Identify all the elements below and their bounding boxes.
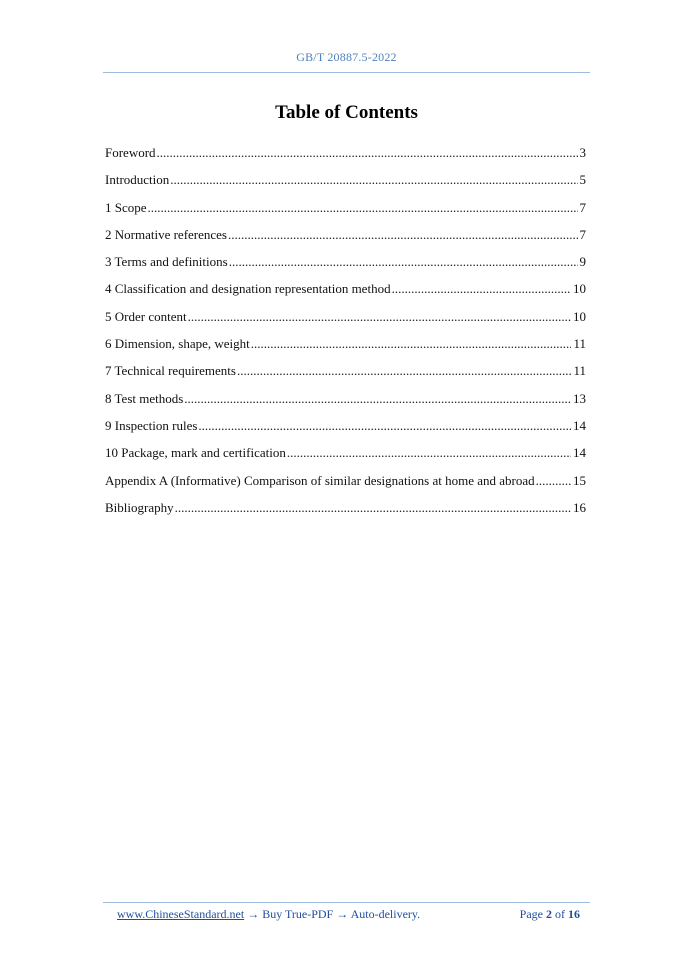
toc-list — [105, 145, 586, 527]
toc-entry-test-methods[interactable] — [105, 391, 586, 418]
toc-entry-label: Foreword — [105, 145, 156, 160]
toc-entry-page: 13 — [573, 390, 586, 406]
toc-entry-technical-requirements[interactable] — [105, 363, 586, 390]
toc-entry-label: 7 Technical requirements — [105, 363, 236, 379]
toc-entry-page: 11 — [573, 336, 586, 352]
toc-dot-leader — [287, 445, 571, 461]
toc-entry-page: 5 — [579, 172, 586, 188]
toc-dot-leader — [148, 200, 578, 216]
toc-entry-terms-definitions[interactable] — [105, 254, 586, 281]
toc-dot-leader — [536, 473, 571, 489]
total-pages-number: 16 — [568, 907, 580, 921]
header-divider — [103, 72, 590, 73]
toc-title: Table of Contents — [275, 102, 418, 123]
toc-entry-page: 10 — [573, 281, 586, 297]
toc-entry-bibliography[interactable] — [105, 500, 586, 527]
toc-entry-label: 6 Dimension, shape, weight — [105, 336, 250, 352]
page-label: Page — [519, 907, 543, 921]
toc-dot-leader — [157, 145, 578, 161]
toc-entry-page: 7 — [579, 199, 586, 215]
toc-dot-leader — [198, 418, 571, 434]
footer-promo — [117, 907, 420, 922]
toc-entry-label: Appendix A (Informative) Comparison of similar designations at home and abroad — [105, 472, 535, 488]
page-header-title: GB/T 20887.5-2022 — [296, 50, 397, 64]
auto-delivery-text: Auto-delivery. — [350, 907, 421, 921]
toc-entry-page: 11 — [573, 363, 586, 379]
toc-entry-label: 1 Scope — [105, 199, 147, 215]
toc-entry-classification[interactable] — [105, 281, 586, 308]
toc-entry-label: 9 Inspection rules — [105, 417, 198, 433]
arrow-right-icon: → — [247, 907, 260, 921]
toc-dot-leader — [175, 500, 571, 516]
toc-entry-appendix-a[interactable] — [105, 473, 586, 500]
footer-divider — [103, 902, 590, 903]
page-footer — [117, 907, 580, 925]
toc-entry-normative-references[interactable] — [105, 227, 586, 254]
of-label: of — [555, 907, 565, 921]
toc-entry-introduction[interactable] — [105, 172, 586, 199]
toc-entry-label: 3 Terms and definitions — [105, 254, 228, 270]
toc-entry-label: 2 Normative references — [105, 226, 227, 242]
toc-entry-page: 15 — [573, 472, 586, 488]
toc-dot-leader — [170, 172, 577, 188]
toc-entry-page: 10 — [573, 308, 586, 324]
website-link[interactable]: www.ChineseStandard.net — [117, 907, 245, 921]
buy-true-pdf-text: Buy True-PDF — [262, 907, 334, 921]
toc-entry-page: 14 — [573, 445, 586, 461]
toc-entry-label: Bibliography — [105, 499, 174, 515]
toc-entry-label: 8 Test methods — [105, 390, 184, 406]
toc-dot-leader — [229, 254, 578, 270]
toc-dot-leader — [184, 391, 571, 407]
toc-dot-leader — [251, 336, 572, 352]
toc-entry-label: Introduction — [105, 172, 170, 188]
toc-entry-order-content[interactable] — [105, 309, 586, 336]
toc-entry-dimension[interactable] — [105, 336, 586, 363]
toc-dot-leader — [392, 281, 571, 297]
toc-entry-page: 7 — [579, 226, 586, 242]
toc-entry-page: 16 — [573, 499, 586, 515]
page-number — [520, 907, 580, 922]
toc-entry-inspection-rules[interactable] — [105, 418, 586, 445]
current-page-number: 2 — [546, 907, 552, 921]
toc-entry-foreword[interactable] — [105, 145, 586, 172]
toc-entry-package[interactable] — [105, 445, 586, 472]
toc-entry-scope[interactable] — [105, 200, 586, 227]
toc-dot-leader — [228, 227, 578, 243]
toc-entry-label: 5 Order content — [105, 308, 187, 324]
arrow-right-icon: → — [336, 907, 349, 921]
toc-entry-page: 9 — [579, 254, 586, 270]
toc-entry-page: 14 — [573, 417, 586, 433]
toc-dot-leader — [188, 309, 571, 325]
toc-entry-label: 4 Classification and designation representation method — [105, 281, 391, 297]
toc-entry-page: 3 — [579, 145, 586, 160]
toc-entry-label: 10 Package, mark and certification — [105, 445, 286, 461]
toc-dot-leader — [237, 363, 572, 379]
